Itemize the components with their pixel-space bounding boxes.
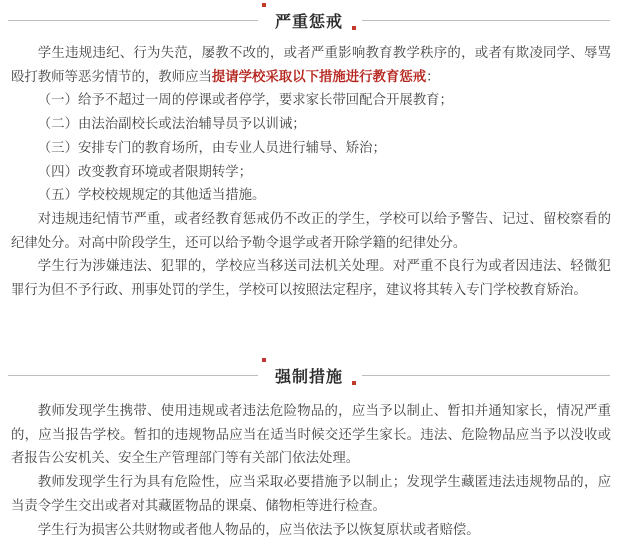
section-body-enforcement bbox=[11, 400, 611, 542]
paragraph: 教师发现学生行为具有危险性，应当采取必要措施予以制止；发现学生藏匿违法违规物品的，应当责令学生交出或者对其藏匿物品的课桌、储物柜等进行检查。 bbox=[11, 475, 611, 514]
paragraph bbox=[11, 42, 611, 89]
section-title-severe: 严重惩戒 bbox=[274, 12, 343, 31]
paragraph-text: ： bbox=[426, 69, 440, 85]
paragraph: 学生行为涉嫌违法、犯罪的，学校应当移送司法机关处理。对严重不良行为或者因违法、轻微犯罪行为但不予行政、刑事处罚的学生，学校可以按照法定程序，建议将其转入专门学校教育矫治。 bbox=[11, 259, 611, 299]
header-corner-mark bbox=[262, 3, 266, 7]
list-item: （三）安排专门的教育场所，由专业人员进行辅导、矫治； bbox=[37, 140, 386, 156]
section-title-enforcement: 强制措施 bbox=[274, 367, 343, 386]
list-item: （二）由法治副校长或法治辅导员予以训诫； bbox=[37, 117, 306, 133]
list-item: （四）改变教育环境或者限期转学； bbox=[37, 164, 253, 180]
paragraph: 教师发现学生携带、使用违规或者违法危险物品的，应当予以制止、暂扣并通知家长，情况严重的，应当报告学校。暂扣的违规物品应当在适当时候交还学生家长。违法、危险物品应当予以没收或者报告公安机关、安全生产管理部门等有关部门依法处理。 bbox=[11, 404, 611, 467]
section-header-enforcement bbox=[0, 357, 618, 387]
paragraph: 学生行为损害公共财物或者他人物品的，应当依法予以恢复原状或者赔偿。 bbox=[37, 522, 480, 538]
paragraph-text: 学生违规违纪、行为失范，屡教不改的，或者严重影响教育教学秩序的，或者有欺凌同学、辱骂殴打教师等恶劣情节的，教师应当 bbox=[11, 46, 611, 85]
highlighted-text: 提请学校采取以下措施进行教育惩戒 bbox=[211, 69, 427, 85]
list-item: （五）学校校规规定的其他适当措施。 bbox=[37, 188, 266, 204]
section-body-severe bbox=[11, 42, 611, 303]
list-item: （一）给予不超过一周的停课或者停学，要求家长带回配合开展教育； bbox=[37, 93, 453, 109]
paragraph: 对违规违纪情节严重，或者经教育惩戒仍不改正的学生，学校可以给予警告、记过、留校察看的纪律处分。对高中阶段学生，还可以给予勒令退学或者开除学籍的纪律处分。 bbox=[11, 211, 611, 251]
section-header-severe bbox=[0, 2, 618, 32]
header-corner-mark bbox=[262, 358, 266, 362]
